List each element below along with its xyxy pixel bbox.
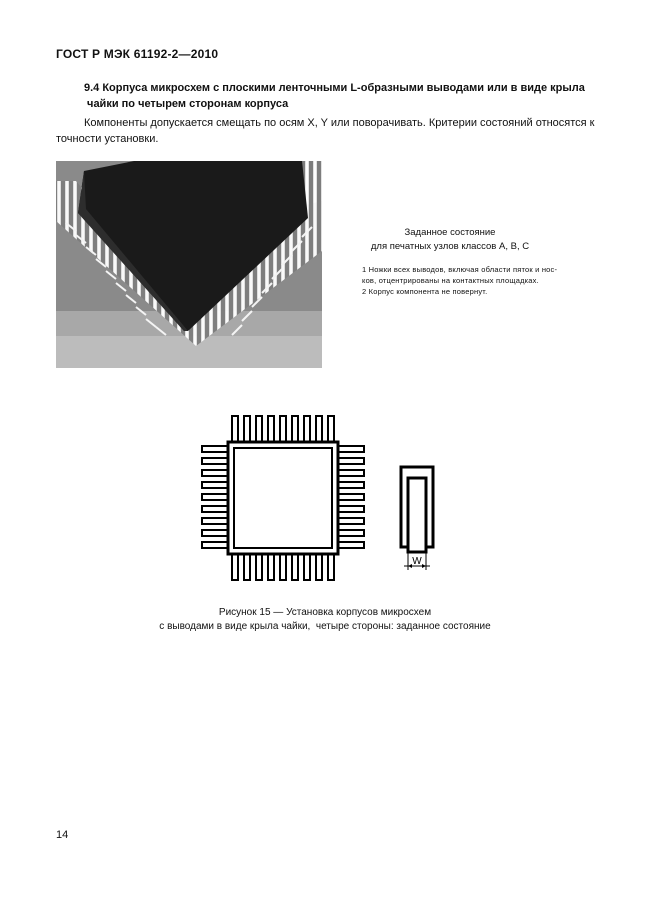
lead-detail-drawing xyxy=(398,464,436,576)
body-paragraph-line1: Компоненты допускается смещать по осям X, Y или поворачивать. Критерии состояний относятся к xyxy=(84,117,595,129)
body-paragraph-line2: точности установки. xyxy=(56,133,159,145)
condition-heading xyxy=(330,226,570,254)
note-line-1: 1 Ножки всех выводов, включая области пяток и нос- xyxy=(362,265,558,274)
section-heading-line2: чайки по четырем сторонам корпуса xyxy=(84,98,289,110)
caption-line2: с выводами в виде крыла чайки, четыре стороны: заданное состояние xyxy=(159,621,491,632)
chip-photo xyxy=(56,161,322,368)
section-heading-line1: 9.4 Корпуса микросхем с плоскими ленточными L-образными выводами или в виде крыла xyxy=(84,82,585,94)
qfp-drawing xyxy=(198,412,368,584)
page-number: 14 xyxy=(56,829,69,841)
condition-notes xyxy=(362,264,598,297)
note-line-3: 2 Корпус компонента не повернут. xyxy=(362,287,488,296)
condition-subtitle: для печатных узлов классов A, B, C xyxy=(370,241,530,252)
document-header: ГОСТ Р МЭК 61192-2—2010 xyxy=(56,47,219,61)
section-heading xyxy=(84,80,604,112)
note-line-2: ков, отцентрированы на контактных площадках. xyxy=(362,276,539,285)
figure-caption xyxy=(100,606,550,634)
lead-width-label: W xyxy=(412,556,422,567)
condition-title: Заданное состояние xyxy=(404,227,496,238)
caption-line1: Рисунок 15 — Установка корпусов микросхем xyxy=(218,607,432,618)
